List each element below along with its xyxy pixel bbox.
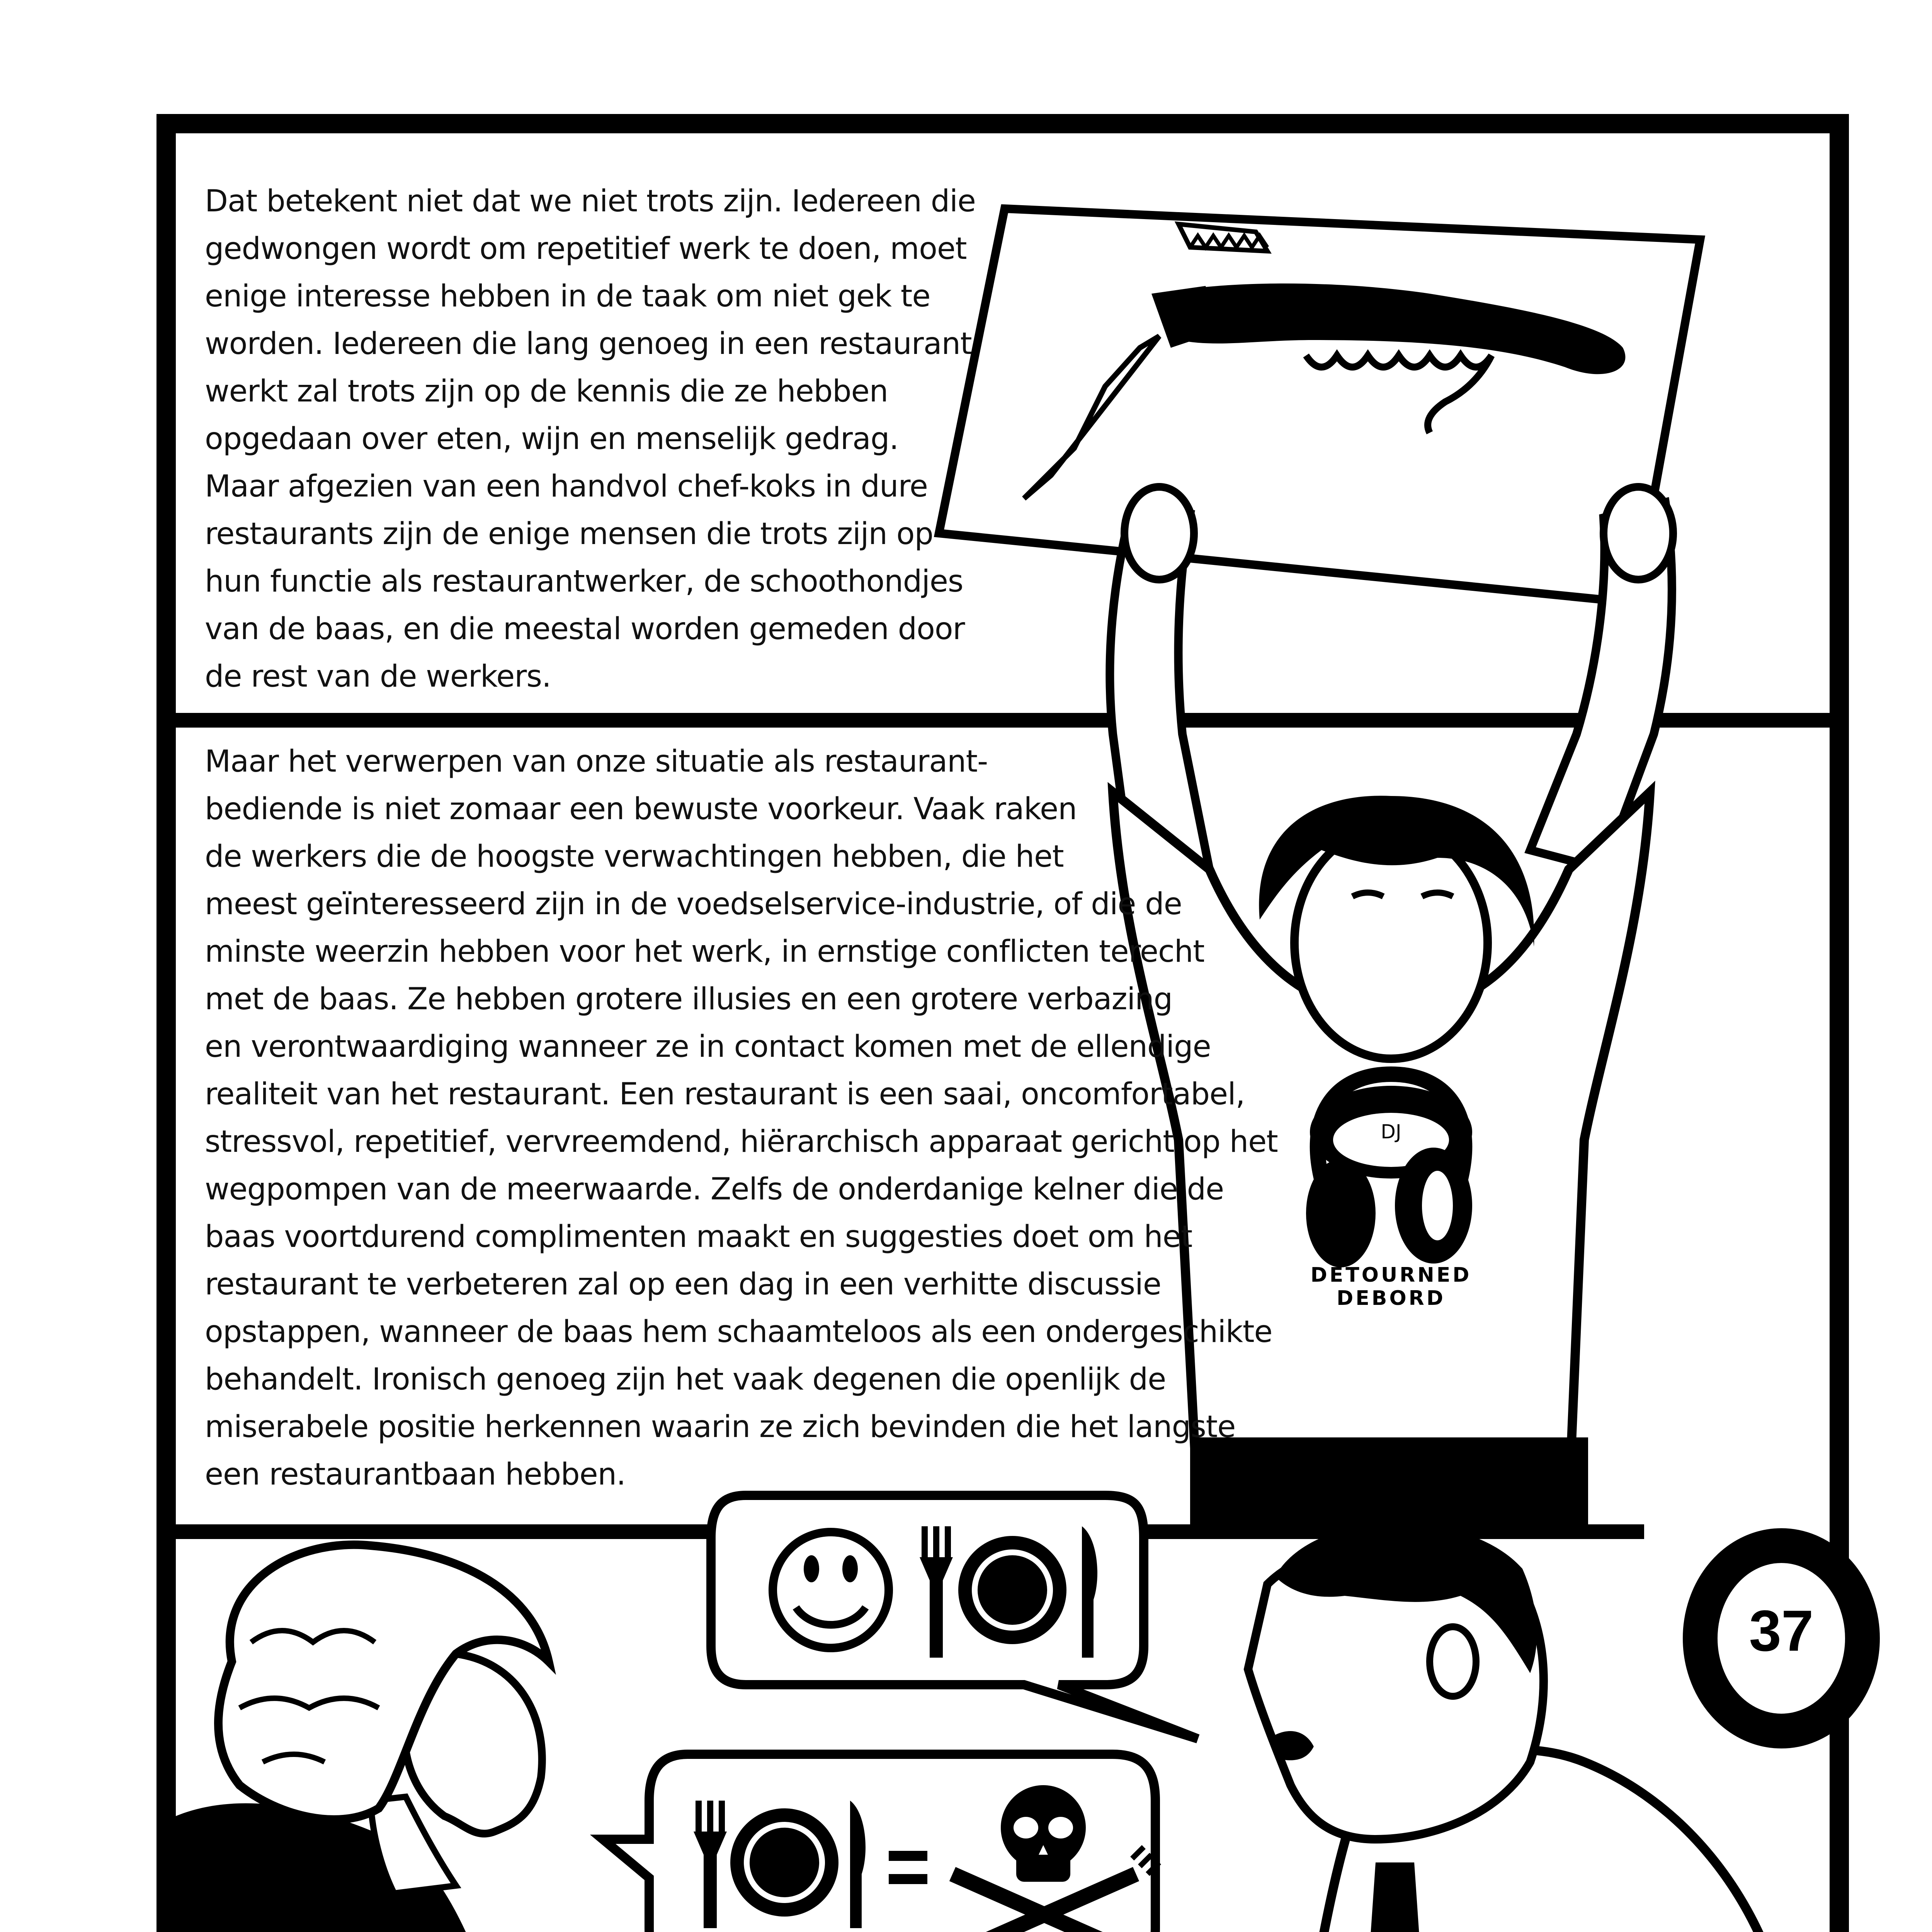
- panel-table-scene: [176, 1495, 1832, 1932]
- right-hand: [1604, 487, 1673, 580]
- left-hand: [1124, 487, 1194, 580]
- text-line: Maar afgezien van een handvol chef-koks in dure: [205, 469, 928, 504]
- text-line: hun functie als restaurantwerker, de schoothondjes: [205, 564, 963, 599]
- text-line: gedwongen wordt om repetitief werk te doen, moet: [205, 231, 967, 266]
- text-line: een restaurantbaan hebben.: [205, 1457, 626, 1492]
- paragraph-1: [205, 178, 976, 701]
- text-line: de rest van de werkers.: [205, 659, 551, 694]
- text-line: met de baas. Ze hebben grotere illusies en een grotere verbazing: [205, 982, 1173, 1017]
- shirt-line-2: DEBORD: [1337, 1287, 1446, 1310]
- shirt-dj-label: DJ: [1381, 1121, 1401, 1143]
- text-line: meest geïnteresseerd zijn in de voedselservice-industrie, of die de: [205, 887, 1182, 922]
- text-line: bediende is niet zomaar een bewuste voorkeur. Vaak raken: [205, 792, 1077, 827]
- text-line: en verontwaardiging wanneer ze in contact komen met de ellendige: [205, 1029, 1211, 1064]
- plate-icon: [730, 1808, 838, 1917]
- text-line: baas voortdurend complimenten maakt en suggesties doet om het: [205, 1219, 1192, 1254]
- text-line: de werkers die de hoogste verwachtingen hebben, die het: [205, 839, 1064, 874]
- text-line: Dat betekent niet dat we niet trots zijn. Iedereen die: [205, 184, 976, 219]
- man-ear: [1430, 1627, 1476, 1696]
- text-line: restaurants zijn de enige mensen die trots zijn op: [205, 517, 933, 551]
- text-line: minste weerzin hebben voor het werk, in ernstige conflicten terecht: [205, 934, 1204, 969]
- text-line: van de baas, en die meestal worden gemeden door: [205, 612, 965, 646]
- speech-bubble-top: [711, 1495, 1198, 1739]
- paragraph-2: [205, 738, 1278, 1498]
- text-line: Maar het verwerpen van onze situatie als restaurant-: [205, 744, 988, 779]
- text-line: miserabele positie herkennen waarin ze zich bevinden die het langste: [205, 1410, 1236, 1444]
- smiley-icon: [773, 1532, 889, 1648]
- text-line: restaurant te verbeteren zal op een dag in een verhitte discussie: [205, 1267, 1161, 1302]
- shirt-line-1: DETOURNED: [1310, 1264, 1472, 1287]
- page-number: 37: [1749, 1598, 1814, 1663]
- text-line: enige interesse hebben in de taak om niet gek te: [205, 279, 930, 314]
- text-line: wegpompen van de meerwaarde. Zelfs de onderdanige kelner die de: [205, 1172, 1224, 1207]
- text-line: opgedaan over eten, wijn en menselijk gedrag.: [205, 422, 899, 456]
- plate-icon: [958, 1536, 1066, 1644]
- text-line: realiteit van het restaurant. Een restaurant is een saai, oncomfortabel,: [205, 1077, 1245, 1112]
- text-line: opstappen, wanneer de baas hem schaamteloos als een ondergeschikte: [205, 1315, 1272, 1349]
- text-line: werkt zal trots zijn op de kennis die ze hebben: [205, 374, 888, 409]
- text-line: behandelt. Ironisch genoeg zijn het vaak degenen die openlijk de: [205, 1362, 1166, 1397]
- text-line: worden. Iedereen die lang genoeg in een restaurant: [205, 327, 972, 361]
- text-line: stressvol, repetitief, vervreemdend, hiërarchisch apparaat gericht op het: [205, 1124, 1278, 1159]
- sign-board: [939, 209, 1700, 603]
- speech-bubble-bottom: [603, 1754, 1159, 1932]
